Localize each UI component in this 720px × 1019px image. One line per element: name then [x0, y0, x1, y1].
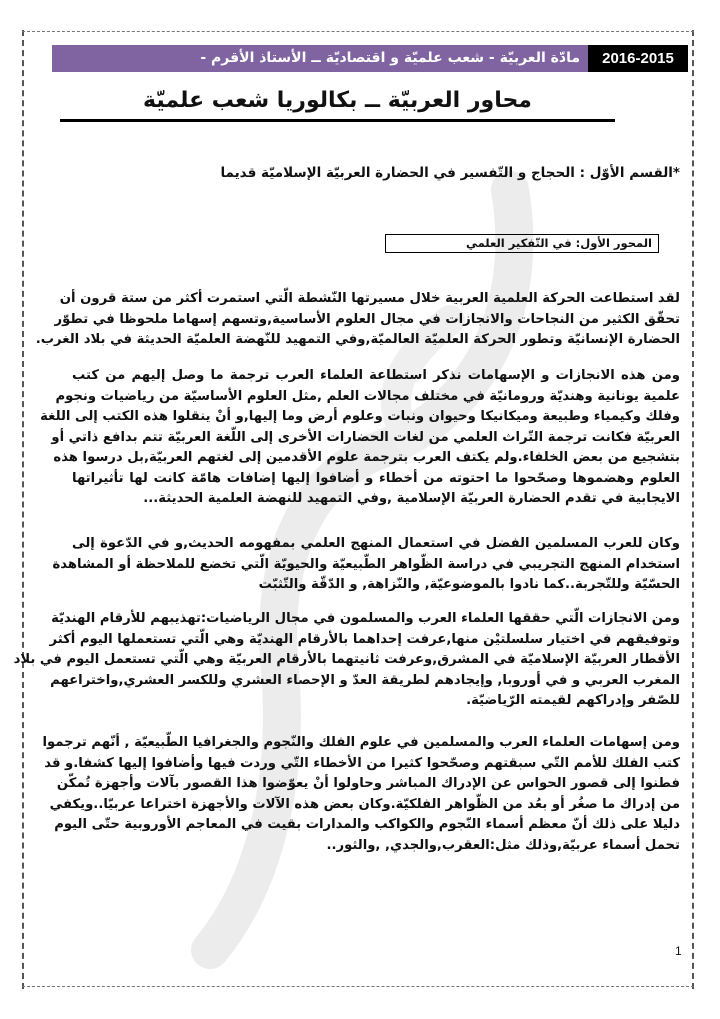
page-title: محاور العربيّة ــ بكالوريا شعب علميّة [143, 88, 532, 113]
paragraph-4 [13, 609, 680, 712]
text-line: العلوم وهضموها وصحّحوا ما احتوته من أخطاء و أضافوا إليها إضافات هامّة كانت لها تأثيراتها [72, 470, 680, 486]
paragraph-5 [42, 733, 680, 856]
left-margin-border [22, 30, 24, 989]
text-line: الايجابية في تقدم الحضارة العربيّة الإسلامية ,وفي التمهيد للنهضة العلمية الحديثة... [143, 491, 680, 506]
axis-heading-box: المحور الأول: في التّفكير العلمي [385, 234, 659, 253]
paragraph-1 [35, 289, 680, 351]
text-line: تحقّق الكثير من النجاحات والانجازات في مجال العلوم الأساسية,وتسهم إسهاما ملحوظا في تطوّر [54, 311, 680, 327]
text-line: وتوفيقهم في اختيار سلسلتيْن منها,عرفت إحداهما بالأرقام الهنديّة وهي الّتي تستعملها اليوم أكثر [49, 631, 680, 647]
text-line: من إدراك ما صغُر أو بعُد من الظّواهر الفلكيّة.وكان بعض هذه الآلات والأجهزة اختراعا عربيّا..ويكفي [49, 796, 680, 812]
text-line: بتشجيع من بعض الخلفاء.ولم يكتف العرب بترجمة علوم الأقدمين إلى لغتهم العربيّة,بل درسوا هذه [53, 450, 680, 465]
section-heading: *القسم الأوّل : الحجاج و التّفسير في الحضارة العربيّة الإسلاميّة قديما [220, 165, 680, 181]
text-line: كتب الفلك للأمم التّي سبقتهم وصحّحوا كثيرا من الأخطاء التّي وردت فيها وأضافوا إليها كشفا.و قد [44, 755, 680, 771]
bottom-margin-border [22, 986, 694, 987]
header-subject-line: مادّة العربيّة - شعب علميّة و اقتصاديّة ــ الأستاذ الأقرم - [52, 45, 588, 72]
header-year: 2016-2015 [588, 45, 688, 72]
paragraph-3 [52, 534, 680, 596]
text-line: علمية يونانية وهنديّة ورومانيّة في مختلف مجالات العلم ,مثل العلوم الأساسيّة من رياضيات ونجوم [55, 388, 680, 404]
text-line: ومن إسهامات العلماء العرب والمسلمين في علوم الفلك والنّجوم والجغرافيا الطّبيعيّة , أنّهم ترجموا [42, 735, 680, 750]
text-line: ومن هذه الانجازات و الإسهامات نذكر استطاعة العلماء العرب ترجمة ما وصل إليهم من كتب [72, 368, 680, 383]
text-line: ومن الانجازات الّتي حققها العلماء العرب والمسلمون في مجال الرياضيات:تهذيبهم للأرقام الهنديّة [51, 611, 680, 626]
text-line: تحمل أسماء عربيّة,وذلك مثل:العقرب,والجدي, ,والثور.. [326, 837, 680, 853]
text-line: وكان للعرب المسلمين الفضل في استعمال المنهج العلمي بمفهومه الحديث,و في الدّعوة إلى [72, 536, 680, 551]
text-line: للصّفر وإدراكهم لقيمته الرّياضيّة. [466, 693, 680, 708]
title-underline [60, 119, 615, 122]
text-line: المغرب العربي و في أوروبا, وإيجادهم لطريقة العدّ و الإحصاء العشري وللكسر العشري,واختراعهم [50, 672, 680, 688]
text-line: لقد استطاعت الحركة العلمية العربية خلال مسيرتها النّشطة الّتي استمرت أكثر من ستة قرون أن [59, 291, 680, 306]
text-line: وفلك وكيمياء وطبيعة وميكانيكا وحيوان ونبات وعلوم أرض وما إليها,و أنْ ينقلوا هذه الكتب إلى اللغة [40, 409, 680, 424]
text-line: فطنوا إلى قصور الحواس عن الإدراك المباشر وحاولوا أنْ يعوّضوا هذا القصور بآلات وأجهزة تُمكّن [56, 776, 680, 791]
right-margin-border [692, 30, 694, 989]
text-line: استخدام المنهج التجريبي في دراسة الظّواهر الطّبيعيّة والحيويّة الّتي تخضع للملاحظة أو المشاهدة [52, 556, 680, 572]
page-number: 1 [675, 944, 682, 958]
text-line: العربيّة فكانت ترجمة التّراث العلمي من لغات الحضارات الأخرى إلى اللّغة العربيّة تتم بدافع ذاتي أو [51, 429, 680, 445]
text-line: دليلا على ذلك أنّ معظم أسماء النّجوم والكواكب والمدارات بقيت في المعاجم الأوروبية حتّى اليوم [54, 817, 680, 832]
text-line: الحضارة الإنسانيّة وتطور الحركة العلميّة العالميّة,وفي التمهيد للنّهضة العلميّة الحديثة في بلاد الغرب. [35, 332, 680, 347]
top-margin-border [22, 31, 694, 32]
text-line: الحسّيّة وللتّجربة..كما نادوا بالموضوعيّة, والنّزاهة, و الدّقّة والتّثبّت [258, 577, 680, 592]
text-line: الأقطار العربيّة الإسلاميّة في المشرق,وعرفت ثانيتهما بالأرقام العربيّة وهي الّتي تستعمل اليوم في بلاد [13, 652, 680, 667]
document-header [52, 45, 688, 72]
paragraph-2 [40, 366, 680, 510]
